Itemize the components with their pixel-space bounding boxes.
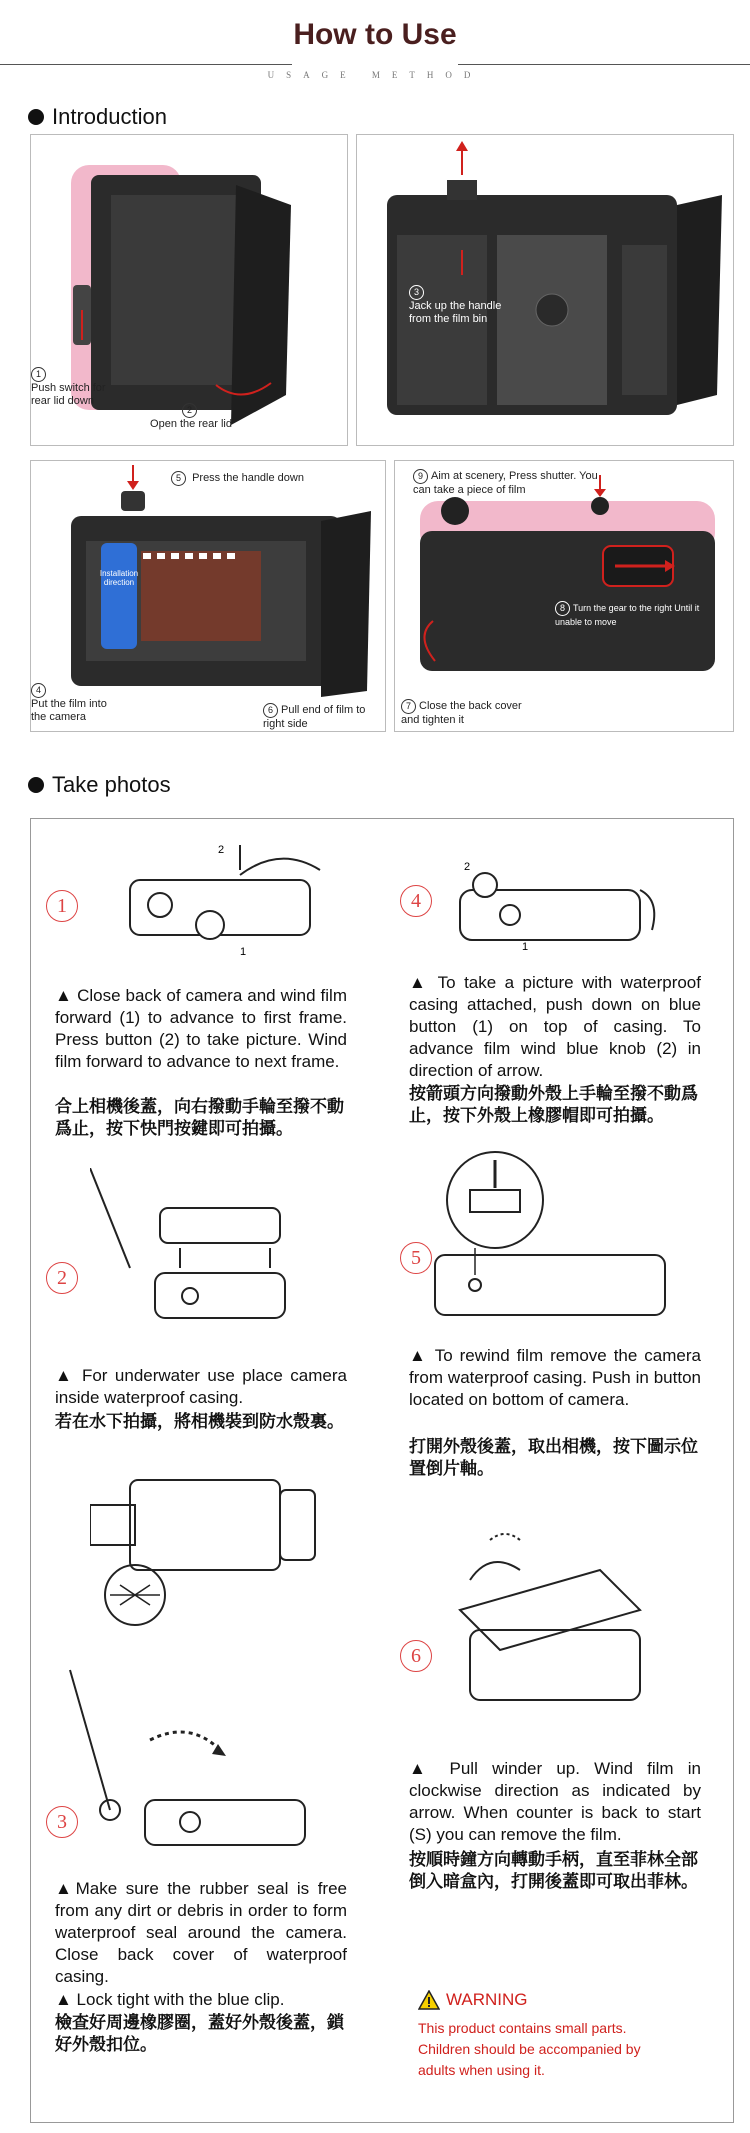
bullet-icon	[28, 777, 44, 793]
camera-rear-closed-illustration	[395, 461, 733, 731]
divider-left	[0, 64, 292, 65]
step-1-text-zh: 合上相機後蓋，向右撥動手輪至撥不動爲止，按下快門按鍵即可拍攝。	[55, 1097, 344, 1138]
intro-photo-4	[394, 460, 734, 732]
page-title: How to Use	[293, 18, 457, 51]
step-number-5: 5	[400, 1242, 432, 1274]
label-step-2: 2 Open the rear lid	[150, 405, 232, 430]
warning-heading	[418, 1990, 528, 2010]
intro-photo-2	[356, 134, 734, 446]
step-5-text-zh: 打開外殼後蓋，取出相機，按下圖示位置倒片軸。	[409, 1437, 698, 1478]
step-4-text-en: ▲ To take a picture with waterproof casing attached, push down on blue button (1) on top of casing. To advance film wind blue knob (2) in direction of arrow.	[409, 973, 701, 1080]
step-2-casing-sketch	[90, 1168, 320, 1328]
step-1-text-en: ▲ Close back of camera and wind film forward (1) to advance to first frame. Press button (2) to take picture. Wind film forward to advance to next frame.	[55, 986, 347, 1071]
warning-line-2: Children should be accompanied by	[418, 2041, 641, 2057]
bullet-icon	[28, 109, 44, 125]
step-number-6: 6	[400, 1640, 432, 1672]
label-step-3: 3 Jack up the handle from the film bin	[409, 287, 502, 325]
fig-mark-2: 2	[218, 844, 225, 856]
roll-direction-text: Installation direction	[99, 569, 139, 587]
warning-triangle-icon	[418, 1990, 440, 2010]
intro-photo-1	[30, 134, 348, 446]
step-2-text-zh: 若在水下拍攝，將相機裝到防水殼裏。	[55, 1412, 344, 1431]
step-4-casing-sketch	[440, 850, 680, 960]
label-step-8: 8 Turn the gear to the right Until it unable to move	[555, 603, 700, 627]
label-step-5: 5 Press the handle down	[171, 471, 371, 486]
page-subtitle: USAGE METHOD	[267, 70, 483, 80]
step-6-rewind-crank-sketch	[440, 1520, 680, 1720]
fig-mark-2: 2	[464, 861, 471, 873]
step-3-close-casing-sketch	[60, 1660, 350, 1860]
section-heading-introduction	[28, 104, 167, 130]
fig-mark-1: 1	[240, 946, 247, 958]
label-step-6: 6 Pull end of film to right side	[263, 704, 366, 730]
label-step-7: 7 Close the back cover and tighten it	[401, 700, 522, 726]
step-3-text-en: ▲Make sure the rubber seal is free from any dirt or debris in order to form waterproof seal around the camera. Close back cover of waterproof casing.	[55, 1879, 347, 1986]
step-6-text-zh: 按順時鐘方向轉動手柄，直至菲林全部倒入暗盒內，打開後蓋即可取出菲林。	[409, 1850, 698, 1891]
intro-photo-3	[30, 460, 386, 732]
step-number-2: 2	[46, 1262, 78, 1294]
label-step-1: 1 Push switch for rear lid down	[31, 369, 106, 407]
section-heading-take-photos	[28, 772, 171, 798]
section-heading-text: Introduction	[52, 104, 167, 129]
step-number-3: 3	[46, 1806, 78, 1838]
casing-seal-sketch	[90, 1470, 330, 1630]
step-4-text-zh: 按箭頭方向撥動外殼上手輪至撥不動爲止，按下外殼上橡膠帽即可拍攝。	[409, 1084, 698, 1125]
label-step-4: 4 Put the film into the camera	[31, 685, 107, 723]
warning-title: WARNING	[446, 1990, 528, 2009]
step-3-text-zh: 檢查好周邊橡膠圈，蓋好外殼後蓋，鎖好外殼扣位。	[55, 2013, 344, 2054]
warning-line-1: This product contains small parts.	[418, 2020, 627, 2036]
section-heading-text: Take photos	[52, 772, 171, 797]
step-number-1: 1	[46, 890, 78, 922]
step-number-4: 4	[400, 885, 432, 917]
step-6-text-en: ▲ Pull winder up. Wind film in clockwise direction as indicated by arrow. When counter is back to start (S) you can remove the film.	[409, 1759, 701, 1844]
step-5-text-en: ▲ To rewind film remove the camera from waterproof casing. Push in button located on bottom of camera.	[409, 1346, 701, 1409]
step-1-camera-sketch	[90, 835, 360, 965]
fig-mark-1: 1	[522, 941, 529, 953]
warning-text	[418, 2018, 718, 2081]
warning-line-3: adults when using it.	[418, 2062, 545, 2078]
step-5-rewind-button-sketch	[430, 1150, 680, 1330]
step-2-text-en: ▲ For underwater use place camera inside waterproof casing.	[55, 1366, 347, 1407]
divider-right	[458, 64, 750, 65]
step-3-text-en-2: ▲ Lock tight with the blue clip.	[55, 1990, 285, 2009]
label-step-9: 9 Aim at scenery, Press shutter. You can take a piece of film	[413, 470, 598, 496]
